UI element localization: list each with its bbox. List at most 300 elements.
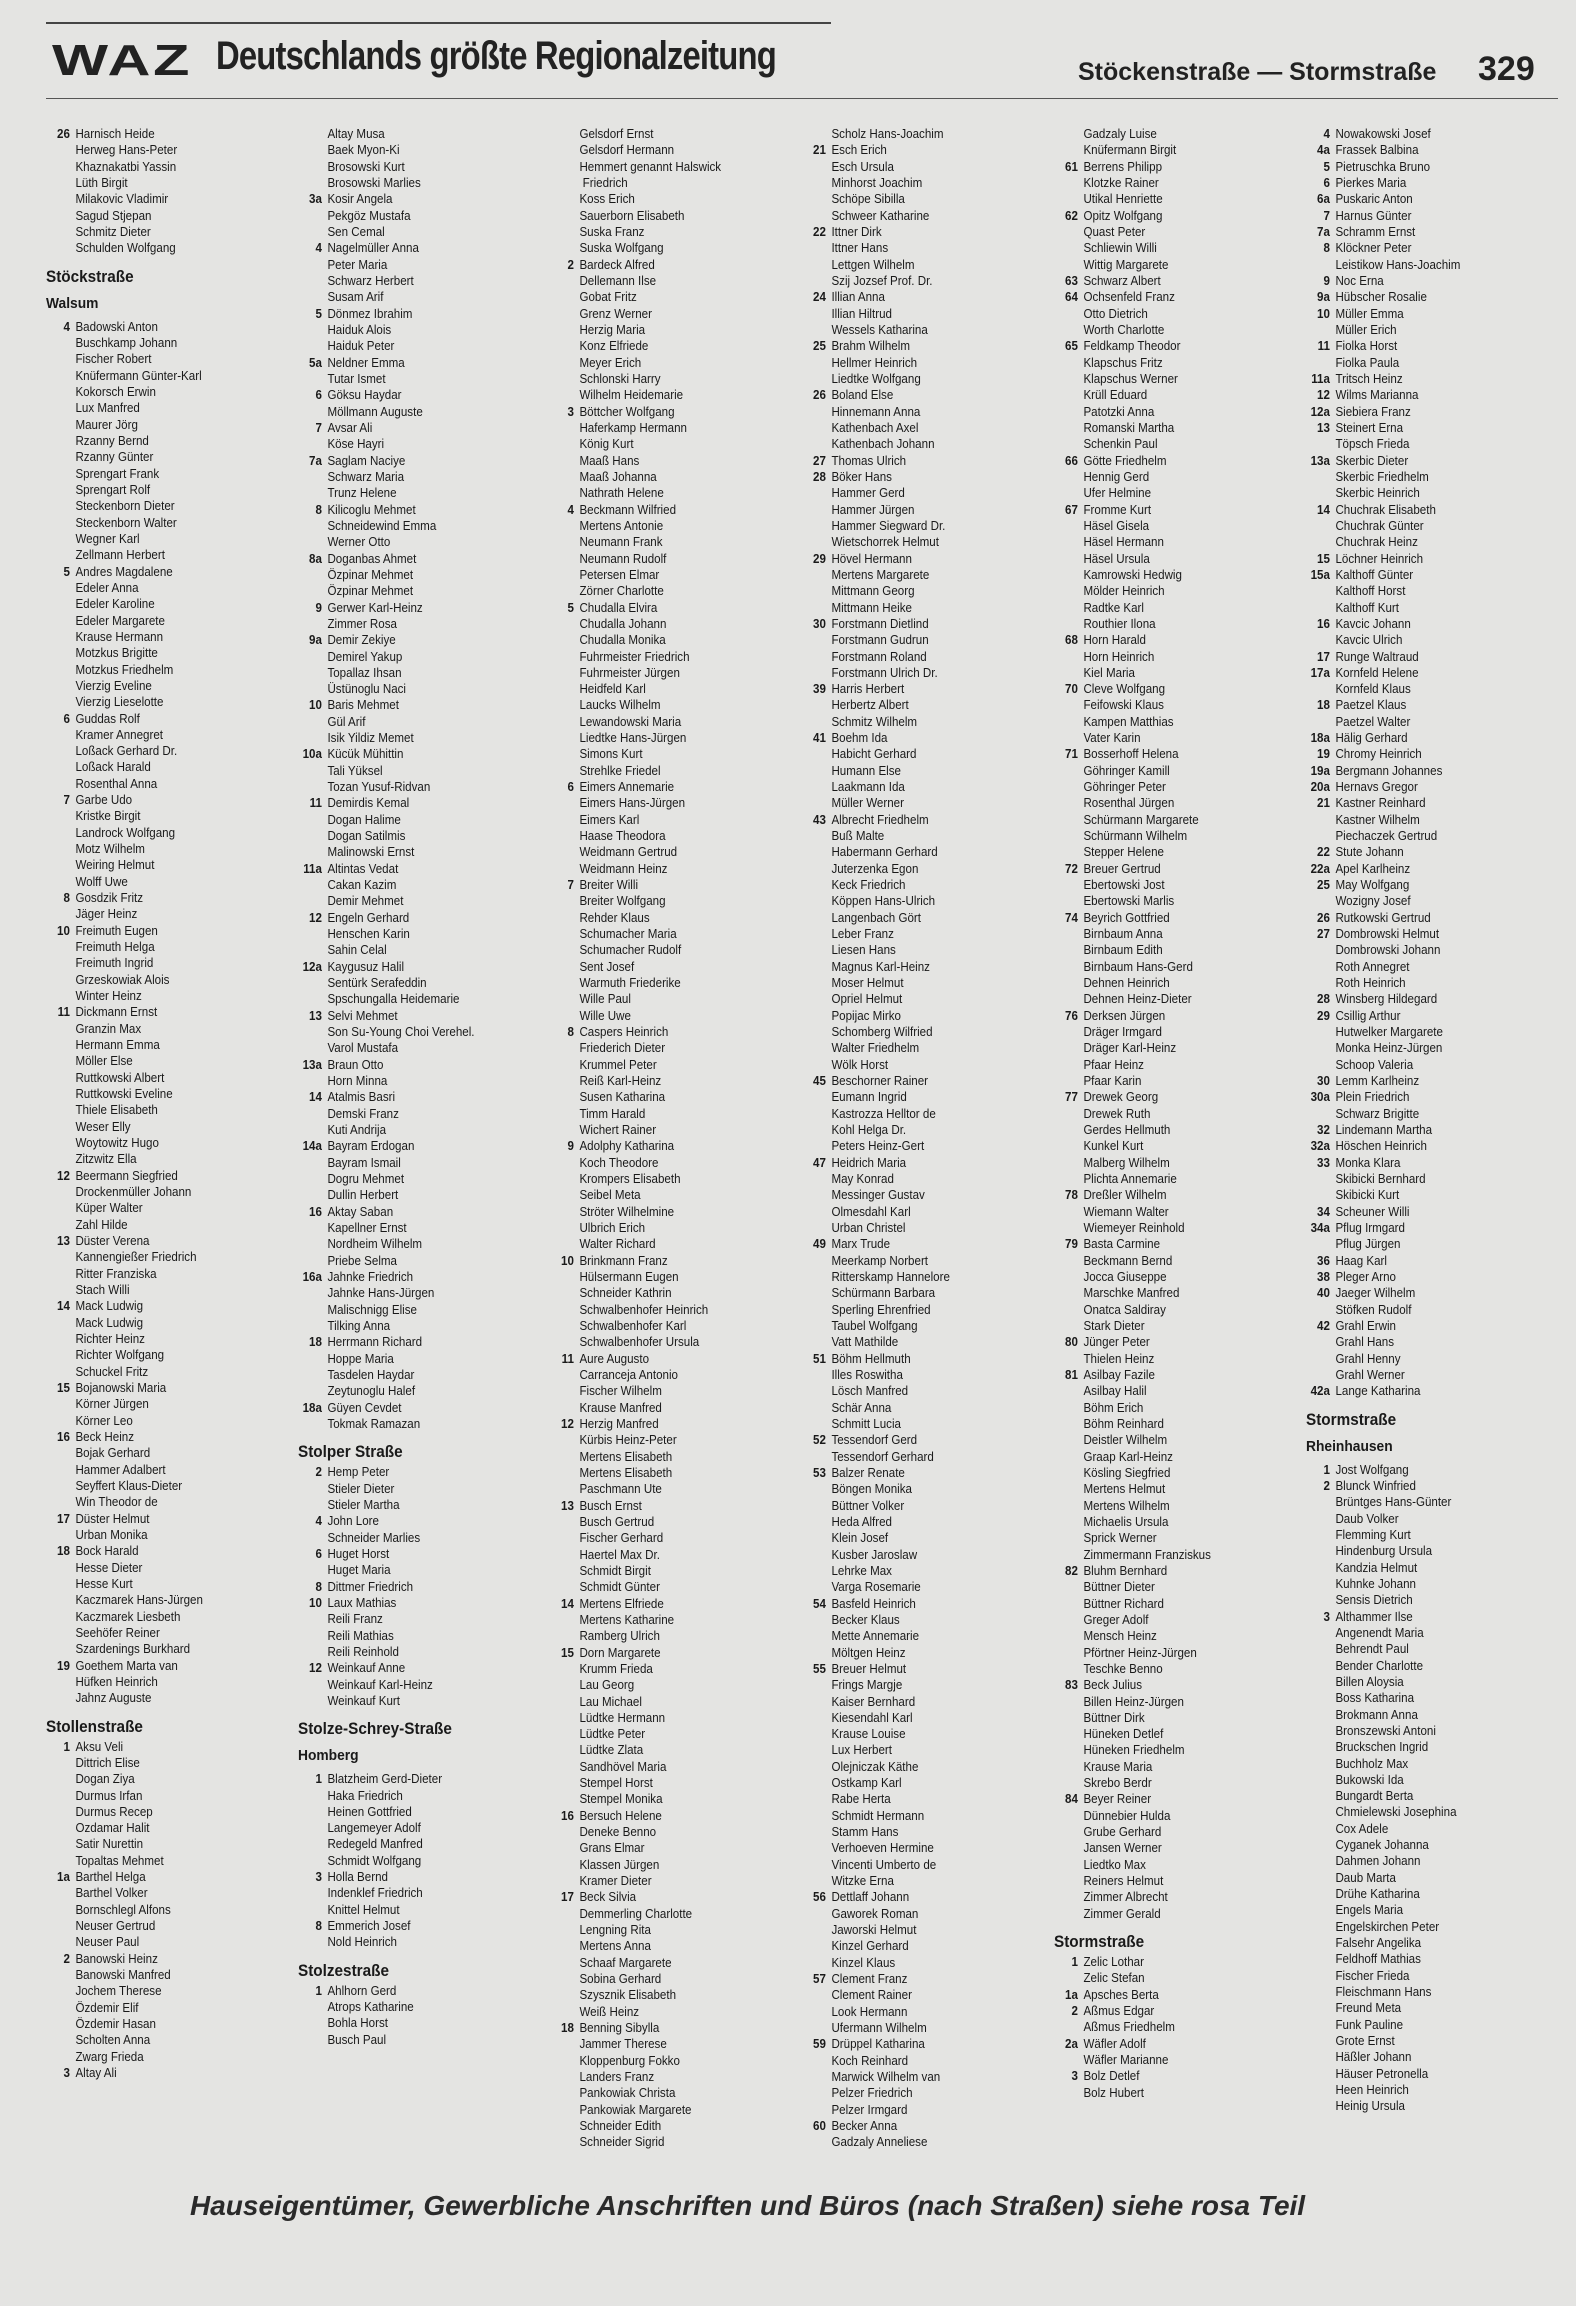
resident-entry xyxy=(298,502,530,518)
resident-name: Klöckner Peter xyxy=(1335,241,1412,256)
house-number: 18 xyxy=(57,1544,70,1559)
resident-entry xyxy=(1306,502,1538,518)
resident-entry xyxy=(298,1106,530,1122)
resident-entry xyxy=(1054,1253,1286,1269)
resident-entry xyxy=(802,338,1034,354)
resident-entry xyxy=(298,1660,530,1676)
resident-name: Drühe Katharina xyxy=(1335,1887,1420,1902)
resident-entry xyxy=(1054,1122,1286,1138)
resident-name: Illes Roswitha xyxy=(831,1367,903,1382)
resident-name: Häsel Gisela xyxy=(1083,518,1150,533)
resident-entry xyxy=(46,1609,278,1625)
resident-name: Granzin Max xyxy=(75,1021,142,1036)
resident-name: Rutkowski Gertrud xyxy=(1335,910,1431,925)
resident-entry xyxy=(298,779,530,795)
resident-entry xyxy=(550,240,782,256)
resident-entry xyxy=(46,1266,278,1282)
resident-name: Dickmann Ernst xyxy=(75,1005,158,1020)
resident-name: Bronszewski Antoni xyxy=(1335,1723,1436,1738)
resident-name: Bersuch Helene xyxy=(579,1808,662,1823)
resident-name: Eumann Ingrid xyxy=(831,1090,907,1105)
house-number: 9 xyxy=(567,1139,574,1154)
resident-entry xyxy=(1054,2019,1286,2035)
resident-name: Baek Myon-Ki xyxy=(327,143,400,158)
resident-entry xyxy=(1054,877,1286,893)
resident-entry xyxy=(1306,208,1538,224)
house-number: 3a xyxy=(309,192,322,207)
resident-name: Szysznik Elisabeth xyxy=(579,1988,677,2003)
resident-name: Zimmer Rosa xyxy=(327,616,397,631)
resident-entry xyxy=(298,551,530,567)
resident-name: Zwarg Frieda xyxy=(75,2049,144,2064)
resident-entry xyxy=(1306,1171,1538,1187)
resident-name: Schoop Valeria xyxy=(1335,1057,1414,1072)
resident-name: Hutwelker Margarete xyxy=(1335,1025,1443,1040)
resident-name: Beermann Siegfried xyxy=(75,1168,178,1183)
resident-entry xyxy=(298,1885,530,1901)
resident-name: Mertens Wilhelm xyxy=(1083,1498,1170,1513)
resident-name: Drüppel Katharina xyxy=(831,2037,925,2052)
house-number: 11 xyxy=(1317,339,1330,354)
resident-name: Berrens Philipp xyxy=(1083,159,1163,174)
resident-entry xyxy=(1054,1906,1286,1922)
resident-name: Lux Manfred xyxy=(75,401,140,416)
resident-name: Pankowiak Margarete xyxy=(579,2102,692,2117)
resident-name: Böngen Monika xyxy=(831,1482,912,1497)
resident-entry xyxy=(1306,697,1538,713)
resident-entry xyxy=(46,857,278,873)
resident-entry xyxy=(1054,1269,1286,1285)
resident-entry xyxy=(802,1302,1034,1318)
house-number: 9 xyxy=(1323,273,1330,288)
house-number: 1a xyxy=(57,1870,70,1885)
resident-name: Eimers Annemarie xyxy=(579,780,675,795)
resident-entry xyxy=(802,1024,1034,1040)
resident-name: Dogan Halime xyxy=(327,812,401,827)
resident-name: Skibicki Kurt xyxy=(1335,1188,1400,1203)
resident-name: Kunkel Kurt xyxy=(1083,1139,1144,1154)
resident-name: Böhm Reinhard xyxy=(1083,1416,1164,1431)
resident-entry xyxy=(802,1955,1034,1971)
resident-entry xyxy=(298,1351,530,1367)
house-number: 34 xyxy=(1317,1204,1330,1219)
resident-name: Herweg Hans-Peter xyxy=(75,143,178,158)
resident-entry xyxy=(298,224,530,240)
resident-name: Krause Maria xyxy=(1083,1759,1153,1774)
house-number: 82 xyxy=(1065,1563,1078,1578)
resident-name: Herzig Maria xyxy=(579,322,646,337)
resident-entry xyxy=(1306,2017,1538,2033)
resident-name: Möller Else xyxy=(75,1054,133,1069)
resident-name: Jansen Werner xyxy=(1083,1841,1162,1856)
resident-entry xyxy=(550,1596,782,1612)
resident-entry xyxy=(1306,877,1538,893)
resident-entry xyxy=(550,1661,782,1677)
resident-name: Özdemir Elif xyxy=(75,2000,139,2015)
resident-entry xyxy=(1054,338,1286,354)
resident-entry xyxy=(1306,518,1538,534)
resident-entry xyxy=(46,841,278,857)
house-number: 62 xyxy=(1065,208,1078,223)
resident-entry xyxy=(550,1759,782,1775)
resident-entry xyxy=(802,991,1034,1007)
resident-name: Klein Josef xyxy=(831,1531,889,1546)
resident-name: Thielen Heinz xyxy=(1083,1351,1155,1366)
resident-entry xyxy=(802,453,1034,469)
resident-name: Utikal Henriette xyxy=(1083,192,1163,207)
resident-entry xyxy=(1054,1106,1286,1122)
resident-name: Vincenti Umberto de xyxy=(831,1857,937,1872)
resident-name: Otto Dietrich xyxy=(1083,306,1148,321)
resident-name: Henschen Karin xyxy=(327,927,410,942)
resident-name: Mertens Elfriede xyxy=(579,1596,664,1611)
resident-name: Horn Heinrich xyxy=(1083,649,1155,664)
resident-name: Albrecht Friedhelm xyxy=(831,812,929,827)
resident-entry xyxy=(298,1089,530,1105)
resident-entry xyxy=(46,498,278,514)
resident-entry xyxy=(1306,1155,1538,1171)
resident-name: Wäfler Marianne xyxy=(1083,2053,1169,2068)
resident-entry xyxy=(802,1677,1034,1693)
resident-name: Kaczmarek Liesbeth xyxy=(75,1609,181,1624)
resident-name: Klapschus Fritz xyxy=(1083,355,1163,370)
resident-name: Ittner Dirk xyxy=(831,224,882,239)
resident-name: Esch Ursula xyxy=(831,159,894,174)
resident-entry xyxy=(46,1331,278,1347)
resident-name: Scheuner Willi xyxy=(1335,1204,1410,1219)
resident-name: Laakmann Ida xyxy=(831,780,905,795)
resident-name: Stieler Martha xyxy=(327,1497,400,1512)
resident-name: Weiring Helmut xyxy=(75,858,155,873)
resident-name: Mertens Elisabeth xyxy=(579,1449,673,1464)
resident-name: Nold Heinrich xyxy=(327,1935,397,1950)
resident-name: Habermann Gerhard xyxy=(831,845,938,860)
resident-entry xyxy=(298,1869,530,1885)
resident-name: Wölk Horst xyxy=(831,1057,889,1072)
resident-entry xyxy=(1054,420,1286,436)
resident-entry xyxy=(1054,1187,1286,1203)
resident-name: Zitzwitz Ella xyxy=(75,1152,137,1167)
resident-entry xyxy=(298,844,530,860)
resident-name: Pflug Jürgen xyxy=(1335,1237,1401,1252)
resident-name: Lettgen Wilhelm xyxy=(831,257,915,272)
resident-entry xyxy=(1306,1383,1538,1399)
resident-entry xyxy=(550,1106,782,1122)
house-number: 6 xyxy=(567,780,574,795)
resident-name: Hellmer Heinrich xyxy=(831,355,918,370)
resident-entry xyxy=(46,1983,278,1999)
resident-name: Heen Heinrich xyxy=(1335,2083,1409,2098)
resident-name: Krompers Elisabeth xyxy=(579,1172,681,1186)
resident-entry xyxy=(550,1449,782,1465)
resident-name: Lau Georg xyxy=(579,1678,635,1693)
resident-entry xyxy=(550,208,782,224)
resident-entry xyxy=(550,420,782,436)
resident-name: Breuer Helmut xyxy=(831,1661,907,1676)
resident-name: Gelsdorf Hermann xyxy=(579,143,675,158)
resident-name: Sahin Celal xyxy=(327,943,387,958)
resident-entry xyxy=(298,1644,530,1660)
house-number: 14 xyxy=(1317,502,1330,517)
resident-name: Dogru Mehmet xyxy=(327,1172,405,1186)
resident-entry xyxy=(802,208,1034,224)
resident-entry xyxy=(802,420,1034,436)
resident-entry xyxy=(802,1922,1034,1938)
resident-entry xyxy=(802,1889,1034,1905)
resident-entry xyxy=(1306,1853,1538,1869)
resident-entry xyxy=(1306,616,1538,632)
resident-entry xyxy=(802,2004,1034,2020)
resident-name: Zellmann Herbert xyxy=(75,548,165,563)
house-number: 29 xyxy=(1317,1008,1330,1023)
resident-entry xyxy=(1054,306,1286,322)
resident-name: Ahlhorn Gerd xyxy=(327,1983,397,1998)
resident-name: Sobina Gerhard xyxy=(579,1972,662,1987)
house-number: 4 xyxy=(1323,127,1330,141)
resident-name: Motzkus Brigitte xyxy=(75,646,158,661)
resident-entry xyxy=(550,1024,782,1040)
resident-name: Olejniczak Käthe xyxy=(831,1759,919,1774)
resident-name: Nowakowski Josef xyxy=(1335,127,1431,141)
resident-name: Lemm Karlheinz xyxy=(1335,1074,1420,1089)
house-number: 16 xyxy=(1317,616,1330,631)
resident-entry xyxy=(802,273,1034,289)
resident-name: Stark Dieter xyxy=(1083,1318,1145,1333)
resident-name: Dehnen Heinrich xyxy=(1083,976,1170,991)
resident-name: Häßler Johann xyxy=(1335,2050,1412,2065)
street-heading: Stöckstraße xyxy=(46,266,134,286)
resident-entry xyxy=(1054,2052,1286,2068)
resident-entry xyxy=(298,681,530,697)
resident-entry xyxy=(1306,534,1538,550)
resident-name: Wille Paul xyxy=(579,992,631,1007)
resident-name: Forstmann Dietlind xyxy=(831,616,929,631)
resident-entry xyxy=(1306,844,1538,860)
resident-entry xyxy=(802,1612,1034,1628)
resident-name: Nathrath Helene xyxy=(579,486,664,501)
resident-entry xyxy=(1054,1694,1286,1710)
resident-name: Jaworski Helmut xyxy=(831,1923,917,1938)
resident-name: Pankowiak Christa xyxy=(579,2086,676,2101)
house-number: 14 xyxy=(57,1299,70,1314)
resident-entry xyxy=(46,1511,278,1527)
resident-entry xyxy=(550,1889,782,1905)
resident-entry xyxy=(550,1645,782,1661)
resident-entry xyxy=(46,1021,278,1037)
house-number: 14 xyxy=(561,1596,574,1611)
resident-entry xyxy=(298,1804,530,1820)
resident-name: Kaczmarek Hans-Jürgen xyxy=(75,1593,203,1608)
resident-entry xyxy=(802,1987,1034,2003)
resident-name: Sent Josef xyxy=(579,959,635,974)
resident-name: Bergmann Johannes xyxy=(1335,763,1443,778)
resident-entry xyxy=(802,877,1034,893)
resident-entry xyxy=(550,1057,782,1073)
resident-name: Adolphy Katharina xyxy=(579,1139,675,1154)
resident-entry xyxy=(46,1853,278,1869)
resident-name: Loßack Harald xyxy=(75,760,151,775)
resident-name: Vierzig Eveline xyxy=(75,678,152,693)
resident-entry xyxy=(550,1008,782,1024)
resident-name: Varga Rosemarie xyxy=(831,1580,921,1595)
resident-name: Weiß Heinz xyxy=(579,2004,640,2019)
resident-name: Kalthoff Günter xyxy=(1335,567,1414,582)
resident-name: Edeler Karoline xyxy=(75,597,155,612)
resident-entry xyxy=(802,649,1034,665)
resident-entry xyxy=(298,649,530,665)
resident-entry xyxy=(1306,1204,1538,1220)
resident-entry xyxy=(1306,1478,1538,1494)
resident-name: Rzanny Bernd xyxy=(75,433,149,448)
resident-name: Isik Yildiz Memet xyxy=(327,731,414,746)
resident-name: Häsel Ursula xyxy=(1083,551,1150,566)
resident-entry xyxy=(802,387,1034,403)
resident-entry xyxy=(1054,1596,1286,1612)
resident-name: Illian Anna xyxy=(831,290,885,305)
house-number: 4 xyxy=(63,319,70,334)
resident-name: Vater Karin xyxy=(1083,731,1141,746)
resident-name: Beck Silvia xyxy=(579,1890,637,1905)
resident-name: Beckmann Wilfried xyxy=(579,502,677,517)
house-number: 18 xyxy=(561,2021,574,2036)
resident-entry xyxy=(1306,2033,1538,2049)
resident-name: Wietschorrek Helmut xyxy=(831,535,939,550)
resident-entry xyxy=(550,1204,782,1220)
resident-name: Frings Margje xyxy=(831,1678,903,1693)
resident-name: Schmidt Birgit xyxy=(579,1563,651,1578)
resident-name: Kavcic Ulrich xyxy=(1335,633,1403,648)
resident-name: Zimmer Albrecht xyxy=(1083,1890,1168,1905)
house-number: 11 xyxy=(309,796,322,811)
resident-entry xyxy=(46,645,278,661)
resident-entry xyxy=(298,355,530,371)
resident-entry xyxy=(298,126,530,142)
resident-entry xyxy=(1054,600,1286,616)
resident-entry xyxy=(46,1004,278,1020)
resident-name: Maaß Hans xyxy=(579,453,640,468)
resident-entry xyxy=(802,1187,1034,1203)
resident-name: Opitz Wolfgang xyxy=(1083,208,1163,223)
resident-name: Altay Ali xyxy=(75,2066,117,2081)
resident-name: Schomberg Wilfried xyxy=(831,1025,933,1040)
house-number: 6 xyxy=(315,1546,322,1561)
resident-entry xyxy=(550,665,782,681)
resident-entry xyxy=(1306,485,1538,501)
resident-entry xyxy=(550,485,782,501)
resident-name: Birnbaum Hans-Gerd xyxy=(1083,959,1193,974)
resident-entry xyxy=(802,1547,1034,1563)
resident-name: Csillig Arthur xyxy=(1335,1008,1401,1023)
resident-name: Schwarz Herbert xyxy=(327,273,414,288)
resident-name: Grahl Henny xyxy=(1335,1351,1401,1366)
resident-name: Bender Charlotte xyxy=(1335,1658,1424,1673)
resident-entry xyxy=(1054,2036,1286,2052)
resident-name: Fiolka Paula xyxy=(1335,355,1400,370)
resident-entry xyxy=(298,1187,530,1203)
resident-entry xyxy=(550,697,782,713)
resident-name: Dombrowski Helmut xyxy=(1335,927,1440,942)
resident-entry xyxy=(1306,1318,1538,1334)
resident-name: Schmidt Günter xyxy=(579,1580,660,1595)
resident-name: Jochem Therese xyxy=(75,1984,162,1999)
resident-name: Wilms Marianna xyxy=(1335,388,1419,403)
resident-name: Kaygusuz Halil xyxy=(327,959,405,974)
resident-name: Steinert Erna xyxy=(1335,420,1404,435)
resident-entry xyxy=(802,779,1034,795)
house-number: 12 xyxy=(309,910,322,925)
resident-entry xyxy=(802,1710,1034,1726)
resident-entry xyxy=(1306,159,1538,175)
resident-entry xyxy=(1306,959,1538,975)
resident-name: Jocca Giuseppe xyxy=(1083,1269,1167,1284)
resident-name: Dittrich Elise xyxy=(75,1755,140,1770)
resident-entry xyxy=(1306,257,1538,273)
house-number: 61 xyxy=(1065,159,1078,174)
resident-name: Huget Horst xyxy=(327,1546,390,1561)
resident-entry xyxy=(46,1576,278,1592)
house-number: 49 xyxy=(813,1237,826,1252)
resident-name: Boss Katharina xyxy=(1335,1691,1415,1706)
resident-entry xyxy=(298,273,530,289)
resident-name: Klotzke Rainer xyxy=(1083,175,1159,190)
resident-name: Zörner Charlotte xyxy=(579,584,664,599)
resident-entry xyxy=(802,1318,1034,1334)
resident-entry xyxy=(802,616,1034,632)
resident-entry xyxy=(550,2069,782,2085)
resident-entry xyxy=(298,518,530,534)
resident-name: Müller Emma xyxy=(1335,306,1404,321)
resident-name: Weidmann Heinz xyxy=(579,861,668,876)
resident-entry xyxy=(1054,257,1286,273)
resident-entry xyxy=(46,662,278,678)
house-number: 65 xyxy=(1065,339,1078,354)
resident-name: Kaiser Bernhard xyxy=(831,1694,916,1709)
resident-name: Indenklef Friedrich xyxy=(327,1886,423,1901)
resident-entry xyxy=(1054,1367,1286,1383)
resident-entry xyxy=(802,306,1034,322)
resident-entry xyxy=(1306,795,1538,811)
resident-entry xyxy=(802,1155,1034,1171)
resident-entry xyxy=(1054,942,1286,958)
resident-name: Sagud Stjepan xyxy=(75,208,152,223)
street-heading: Stollenstraße xyxy=(46,1716,143,1736)
resident-entry xyxy=(46,400,278,416)
house-number: 68 xyxy=(1065,633,1078,648)
house-number: 29 xyxy=(813,551,826,566)
resident-entry xyxy=(802,1138,1034,1154)
resident-entry xyxy=(46,825,278,841)
resident-entry xyxy=(802,1285,1034,1301)
resident-entry xyxy=(1054,959,1286,975)
resident-entry xyxy=(298,1628,530,1644)
resident-name: Freimuth Helga xyxy=(75,940,155,955)
resident-name: Grote Ernst xyxy=(1335,2034,1395,2049)
street-heading: Stolper Straße xyxy=(298,1442,403,1462)
resident-name: Wille Uwe xyxy=(579,1008,631,1023)
resident-name: Apsches Berta xyxy=(1083,1987,1159,2002)
resident-name: Minhorst Joachim xyxy=(831,175,923,190)
resident-entry xyxy=(802,1220,1034,1236)
resident-entry xyxy=(298,1820,530,1836)
house-number: 36 xyxy=(1317,1253,1330,1268)
resident-entry xyxy=(550,942,782,958)
resident-name: Kathenbach Johann xyxy=(831,437,935,452)
resident-entry xyxy=(1306,1609,1538,1625)
resident-entry xyxy=(46,1560,278,1576)
resident-name: Marschke Manfred xyxy=(1083,1286,1180,1301)
resident-entry xyxy=(298,763,530,779)
resident-entry xyxy=(46,1233,278,1249)
